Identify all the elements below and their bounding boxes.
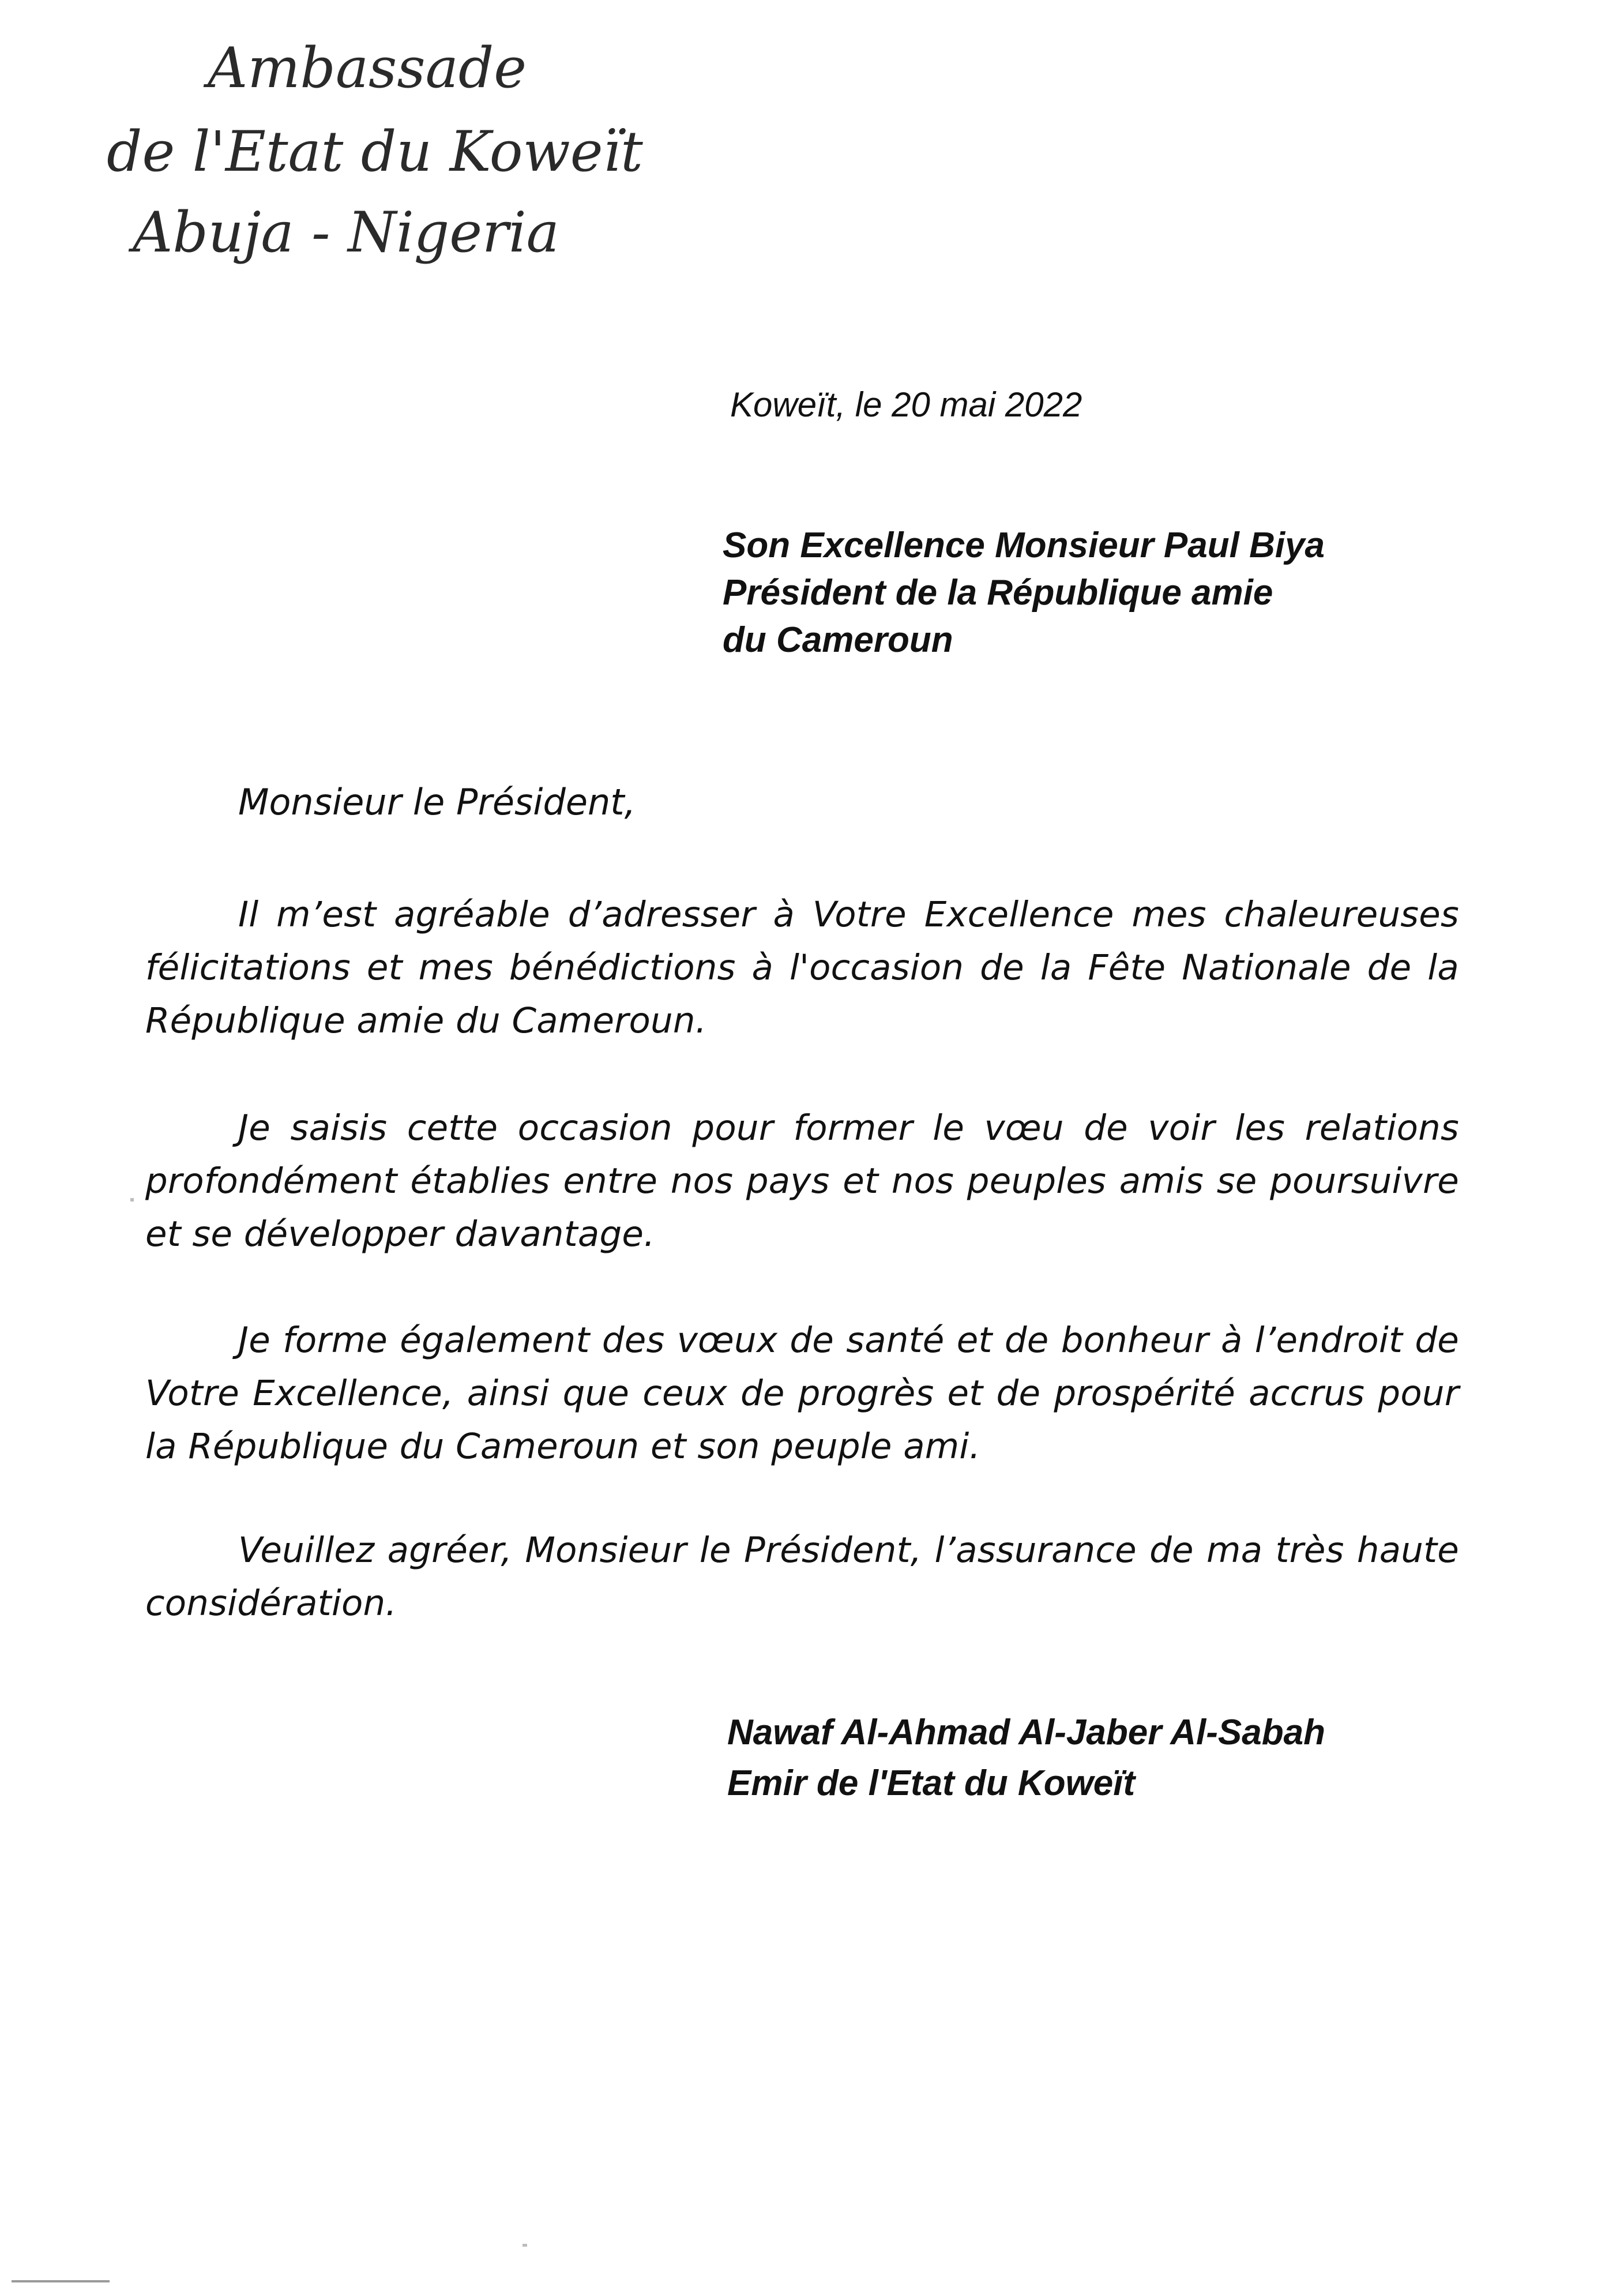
scan-edge-mark — [12, 2280, 110, 2282]
scan-speck — [130, 1198, 134, 1202]
signature-block — [727, 1707, 1325, 1809]
recipient-line-3: du Cameroun — [723, 620, 953, 660]
salutation: Monsieur le Président, — [238, 781, 636, 823]
letterhead-embassy: Ambassade — [208, 36, 527, 100]
recipient-line-2: Président de la République amie — [723, 573, 1273, 613]
signatory-name: Nawaf Al-Ahmad Al-Jaber Al-Sabah — [727, 1713, 1325, 1752]
recipient-line-1: Son Excellence Monsieur Paul Biya — [723, 525, 1325, 565]
scan-speck — [522, 2244, 527, 2247]
body-paragraph-1: Il m’est agréable d’adresser à Votre Excellence mes chaleureuses félicitations et mes bénédictions à l'occasion de la Fête Nationale de la République amie du Cameroun. — [145, 894, 1459, 1041]
recipient-block — [723, 522, 1325, 664]
letterhead-state: de l'Etat du Koweït — [107, 119, 643, 184]
body-paragraph-2: Je saisis cette occasion pour former le vœu de voir les relations profondément établies entre nos pays et nos peuples amis se poursuivre et se développer davantage. — [145, 1107, 1459, 1255]
body-paragraph-3: Je forme également des vœux de santé et de bonheur à l’endroit de Votre Excellence, ainsi que ceux de progrès et de prospérité accrus pour la République du Cameroun et son peuple ami. — [145, 1320, 1459, 1467]
body-paragraph-4: Veuillez agréer, Monsieur le Président, l’assurance de ma très haute considération. — [145, 1530, 1459, 1624]
letterhead-location: Abuja - Nigeria — [133, 200, 559, 265]
signatory-title: Emir de l'Etat du Koweït — [727, 1763, 1136, 1803]
letter-date: Koweït, le 20 mai 2022 — [730, 385, 1082, 424]
